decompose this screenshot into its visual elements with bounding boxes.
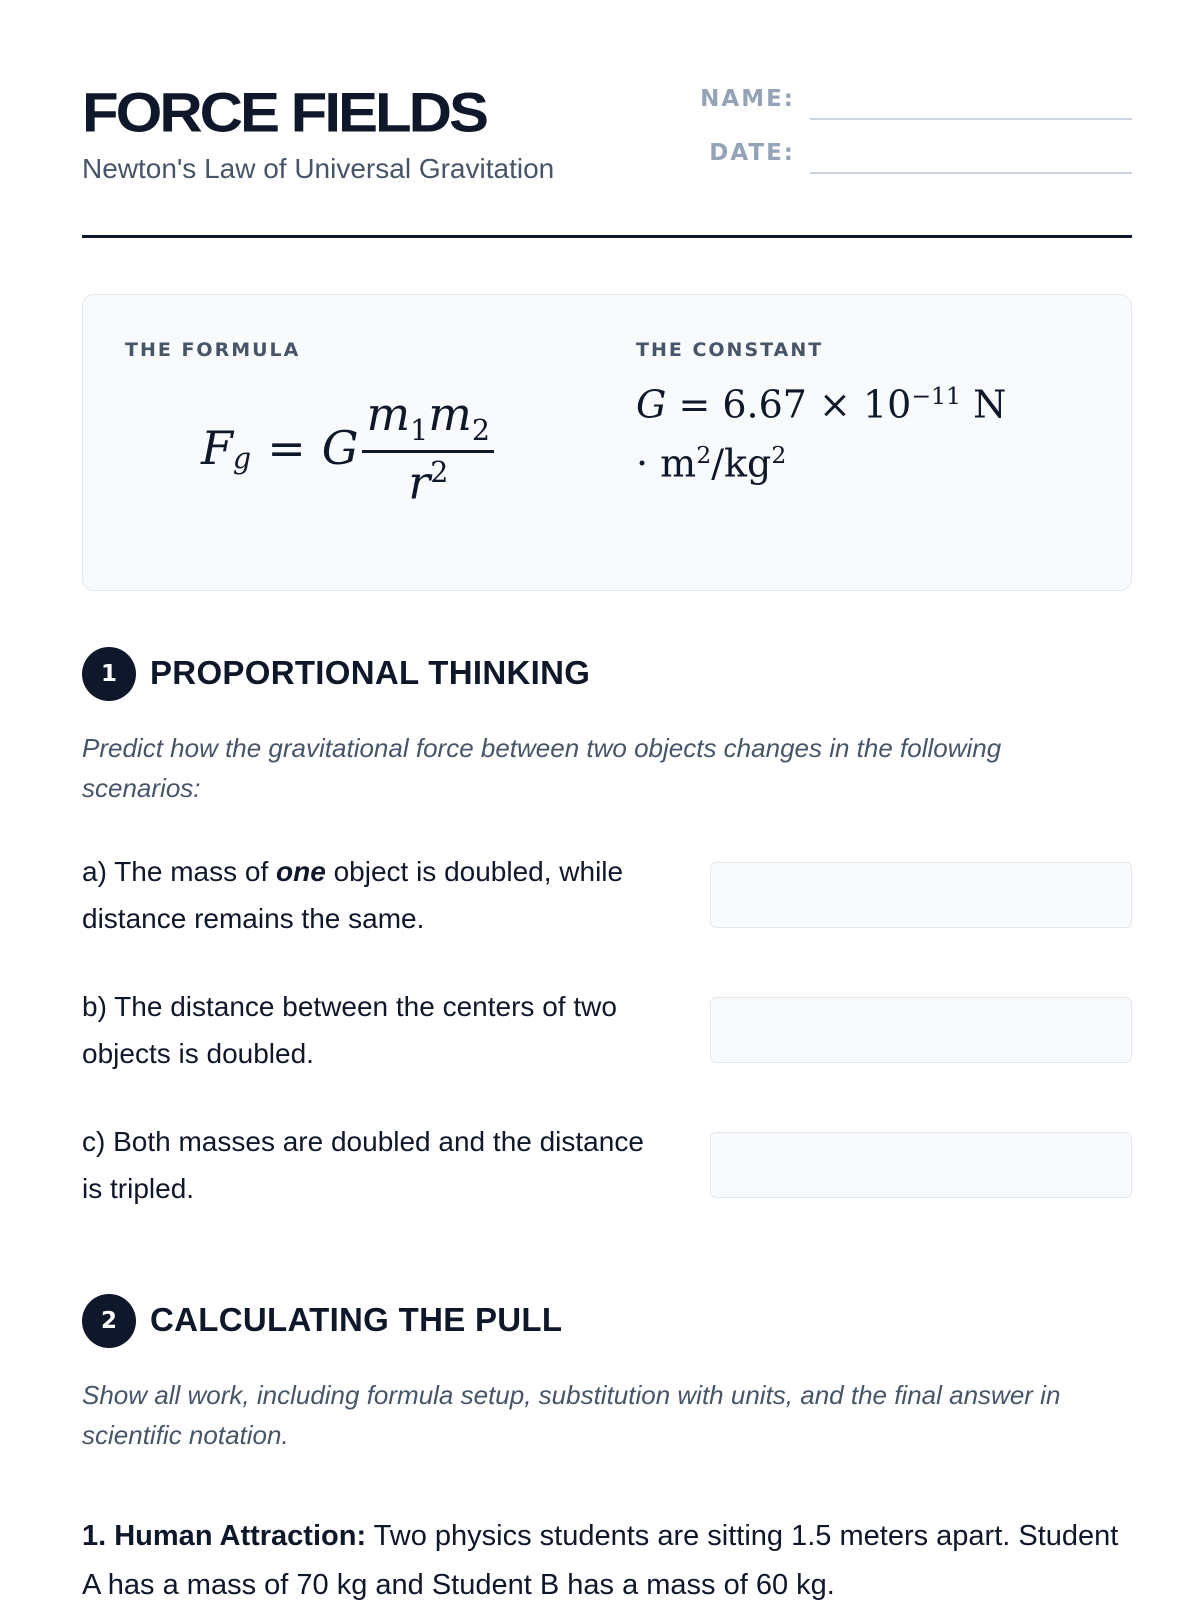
formula-equals: = xyxy=(267,421,306,476)
section1-title: PROPORTIONAL THINKING xyxy=(150,654,591,691)
constant-label: THE CONSTANT xyxy=(636,339,824,361)
formula-fraction xyxy=(362,387,494,510)
section2-instructions: Show all work, including formula setup, substitution with units, and the final answer in scientific notation. xyxy=(82,1380,1061,1450)
name-field[interactable] xyxy=(810,118,1132,120)
formula-distance: r xyxy=(408,455,431,510)
constant-unit-newton: N xyxy=(973,382,1007,427)
name-label: NAME: xyxy=(700,86,795,112)
section2-number-badge: 2 xyxy=(82,1294,136,1348)
constant-kg-exponent: 2 xyxy=(771,440,787,469)
section1-instructions: Predict how the gravitational force between two objects changes in the following scenarios: xyxy=(82,733,1002,803)
problem-1-text: Two physics students are sitting 1.5 meters apart. Student A has a mass of 70 kg and Student B has a mass of 60 kg. xyxy=(82,1520,1119,1601)
date-field[interactable] xyxy=(810,172,1132,174)
answer-box-c[interactable] xyxy=(710,1132,1132,1198)
answer-box-a[interactable] xyxy=(710,862,1132,928)
problem-1 xyxy=(82,1512,1142,1610)
constant-exponent: −11 xyxy=(911,382,962,410)
section2-title: CALCULATING THE PULL xyxy=(150,1301,563,1338)
worksheet-subtitle: Newton's Law of Universal Gravitation xyxy=(82,153,555,184)
formula-box xyxy=(82,294,1132,591)
formula-g-symbol: G xyxy=(321,421,359,476)
formula-label: THE FORMULA xyxy=(125,339,301,361)
question-a: a) The mass of one object is doubled, while distance remains the same. xyxy=(82,856,624,934)
question-b: b) The distance between the centers of two objects is doubled. xyxy=(82,991,617,1069)
formula-mass1: m xyxy=(366,387,411,441)
worksheet-title: FORCE FIELDS xyxy=(82,82,487,144)
formula-mass2: m xyxy=(428,387,472,441)
question-c: c) Both masses are doubled and the distance is tripled. xyxy=(82,1126,644,1204)
formula-mass1-sub: 1 xyxy=(410,414,429,448)
answer-box-b[interactable] xyxy=(710,997,1132,1063)
constant-unit-kg: /kg xyxy=(711,441,772,486)
gravitational-constant: $G = 6.67 \times 10^{-11}$ N · $m^2/kg^2$ xyxy=(636,382,1007,486)
problem-1-label: 1. Human Attraction: xyxy=(82,1520,367,1552)
section1-number-badge: 1 xyxy=(82,647,136,701)
header-divider xyxy=(82,235,1132,238)
formula-mass2-sub: 2 xyxy=(471,414,491,448)
formula-force-subscript: g xyxy=(232,441,252,475)
question-a-emphasis: one xyxy=(276,856,326,887)
date-label: DATE: xyxy=(709,140,795,166)
gravitation-formula xyxy=(201,387,494,510)
formula-force-symbol: F xyxy=(201,421,233,476)
constant-m-exponent: 2 xyxy=(696,440,712,469)
constant-unit-m: · m xyxy=(636,441,697,486)
formula-distance-exp: 2 xyxy=(430,455,449,489)
